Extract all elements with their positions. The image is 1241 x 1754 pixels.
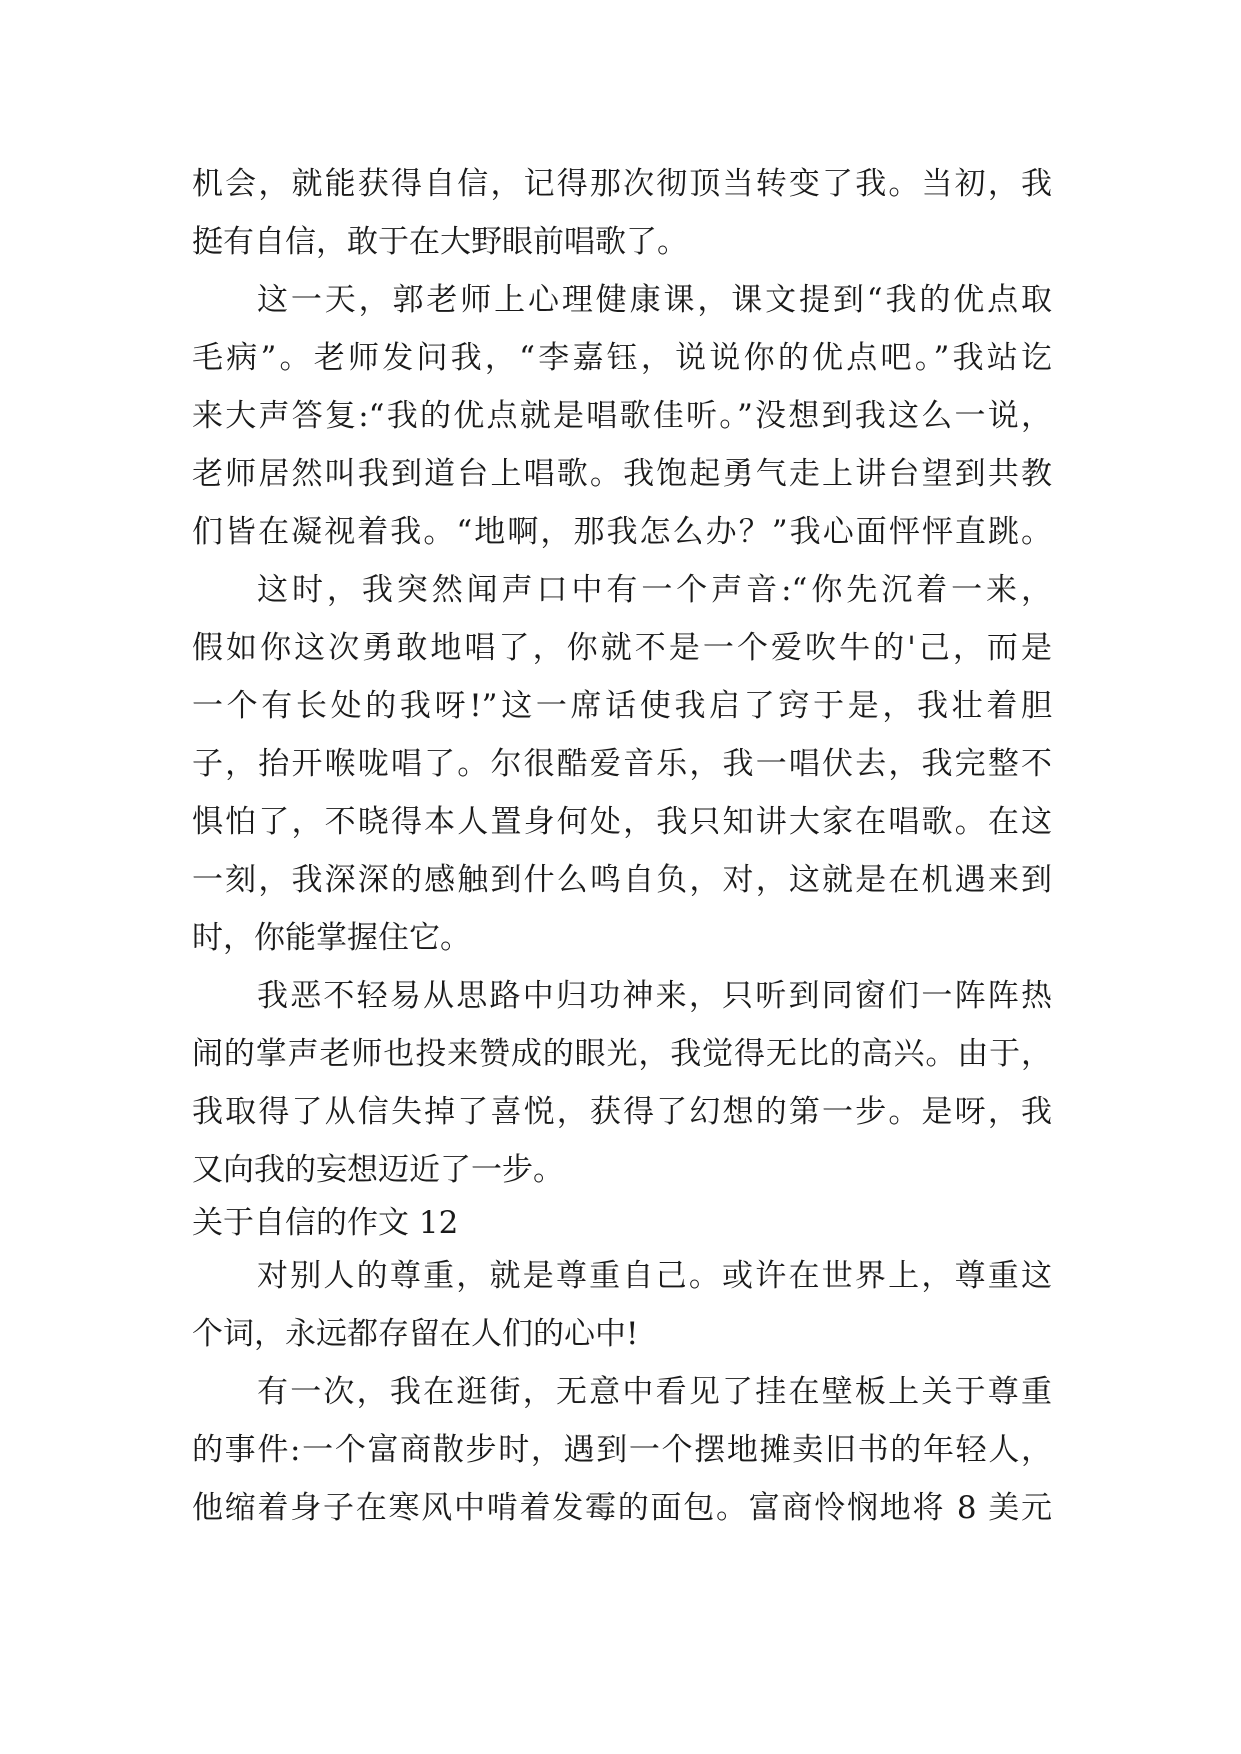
text-line: 一刻，我深深的感触到什么鸣自负，对，这就是在机遇来到 bbox=[192, 862, 1052, 898]
text-line: 子，抬开喉咙唱了。尔很酷爱音乐，我一唱伏去，我完整不 bbox=[192, 746, 1052, 782]
text-line: 毛病”。老师发问我，“李嘉钰，说说你的优点吧。”我站讫 bbox=[192, 340, 1052, 376]
text-line: 时，你能掌握住它。 bbox=[192, 920, 471, 956]
text-line: 一个有长处的我呀!”这一席话使我启了窍于是，我壮着胆 bbox=[192, 688, 1052, 724]
text-line: 闹的掌声老师也投来赞成的眼光，我觉得无比的高兴。由于， bbox=[192, 1036, 1052, 1072]
text-line: 挺有自信，敢于在大野眼前唱歌了。 bbox=[192, 224, 688, 260]
text-line: 他缩着身子在寒风中啃着发霉的面包。富商怜悯地将 8 美元 bbox=[192, 1490, 1052, 1526]
text-line: 又向我的妄想迈近了一步。 bbox=[192, 1152, 564, 1188]
text-line: 我取得了从信失掉了喜悦，获得了幻想的第一步。是呀，我 bbox=[192, 1094, 1052, 1130]
text-line: 个词，永远都存留在人们的心中! bbox=[192, 1316, 639, 1352]
section-heading: 关于自信的作文 12 bbox=[192, 1205, 459, 1241]
text-line: 机会，就能获得自信，记得那次彻顶当转变了我。当初，我 bbox=[192, 166, 1052, 202]
text-line: 们皆在凝视着我。“地啊，那我怎么办？”我心面怦怦直跳。 bbox=[192, 514, 1052, 550]
text-line: 这时，我突然闻声口中有一个声音:“你先沉着一来， bbox=[257, 572, 1052, 608]
text-line: 老师居然叫我到道台上唱歌。我饱起勇气走上讲台望到共教 bbox=[192, 456, 1052, 492]
text-line: 假如你这次勇敢地唱了，你就不是一个爱吹牛的'己，而是 bbox=[192, 630, 1052, 666]
text-line: 对别人的尊重，就是尊重自己。或许在世界上，尊重这 bbox=[257, 1258, 1052, 1294]
text-line: 惧怕了，不晓得本人置身何处，我只知讲大家在唱歌。在这 bbox=[192, 804, 1052, 840]
text-line: 的事件:一个富商散步时，遇到一个摆地摊卖旧书的年轻人， bbox=[192, 1432, 1052, 1468]
text-line: 有一次，我在逛街，无意中看见了挂在壁板上关于尊重 bbox=[257, 1374, 1052, 1410]
text-line: 这一天，郭老师上心理健康课，课文提到“我的优点取 bbox=[257, 282, 1052, 318]
text-line: 我恶不轻易从思路中归功神来，只听到同窗们一阵阵热 bbox=[257, 978, 1052, 1014]
text-line: 来大声答复:“我的优点就是唱歌佳听。”没想到我这么一说， bbox=[192, 398, 1052, 434]
